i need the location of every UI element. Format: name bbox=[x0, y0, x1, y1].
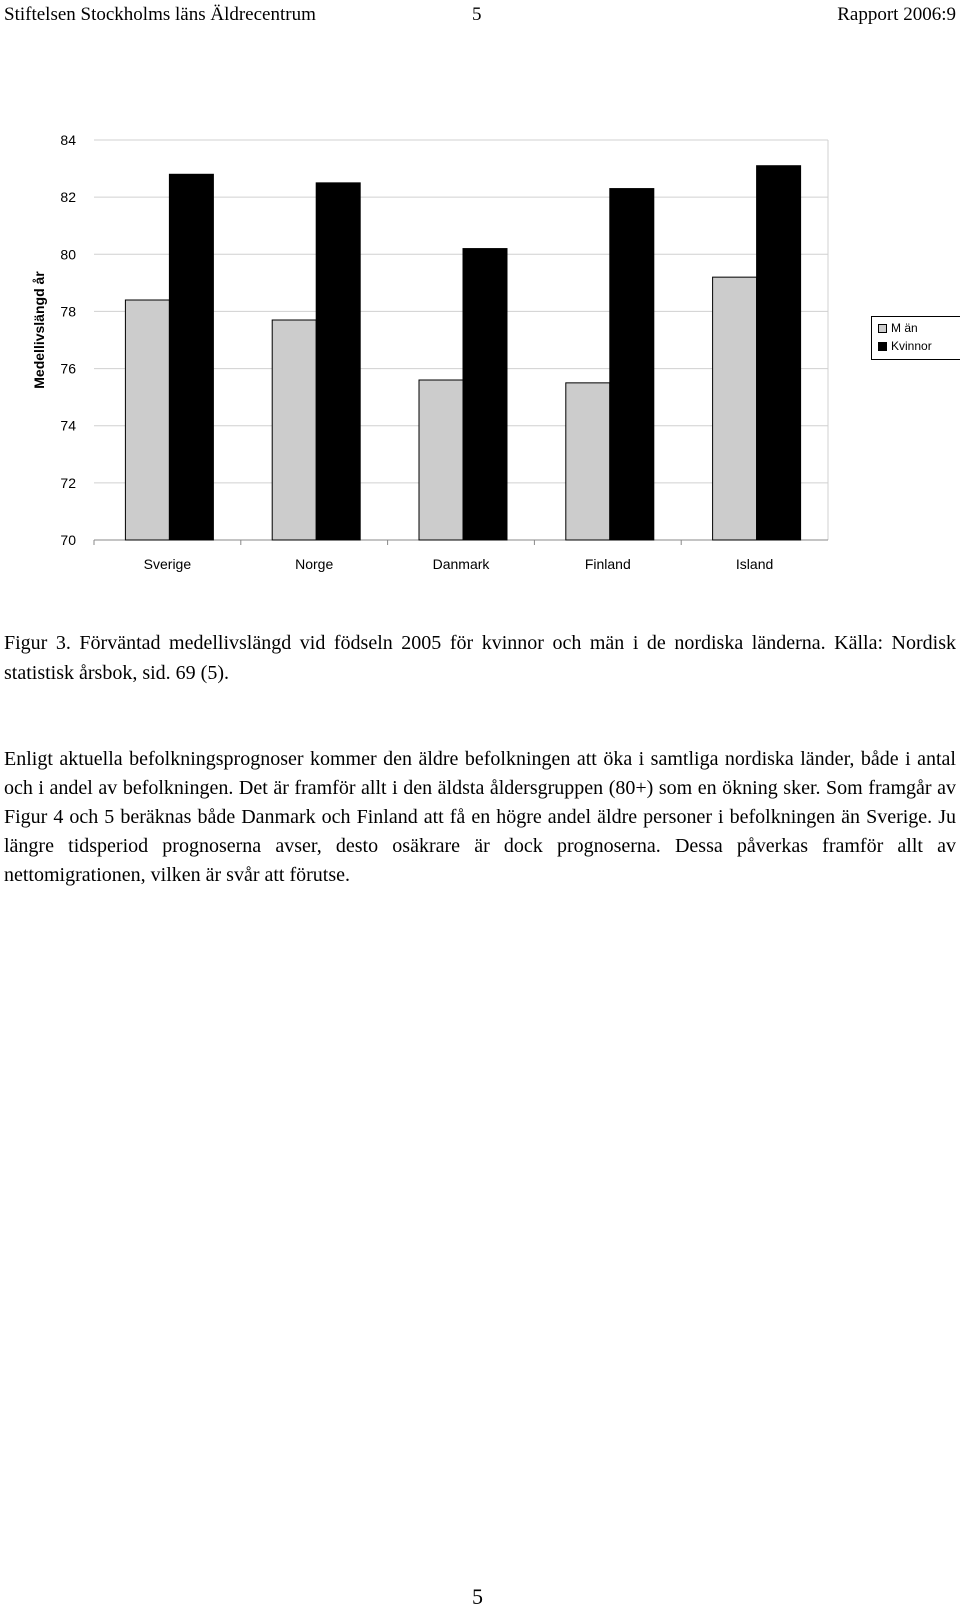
header-page-number: 5 bbox=[472, 4, 482, 25]
legend-swatch-men bbox=[878, 324, 887, 333]
header-organization: Stiftelsen Stockholms läns Äldrecentrum bbox=[4, 4, 316, 25]
x-tick-label: Danmark bbox=[432, 556, 490, 572]
legend-label-men: M än bbox=[891, 321, 918, 335]
y-tick-label: 80 bbox=[60, 246, 76, 263]
body-paragraph: Enligt aktuella befolkningsprognoser kommer den äldre befolkningen att öka i samtliga nordiska länder, både i antal och i andel av befolkningen. Det är framför allt i den äldsta åldersgruppen (80+) som en ökning sker. Som framgår av Figur 4 och 5 beräknas både Danmark och Finland att få en högre andel äldre personer i befolkningen än Sverige. Ju längre tidsperiod prognoserna avser, desto osäkrare är dock prognoserna. Dessa påverkas framför allt av nettomigrationen, vilken är svår att förutse. bbox=[4, 748, 956, 886]
figure-caption: Figur 3. Förväntad medellivslängd vid födseln 2005 för kvinnor och män i de nordiska länderna. Källa: Nordisk statistisk årsbok, sid. 69 (5). bbox=[4, 632, 956, 684]
chart-bars bbox=[125, 166, 800, 540]
y-tick-label: 70 bbox=[60, 532, 76, 548]
legend-label-women: Kvinnor bbox=[891, 339, 932, 353]
legend-item-men bbox=[878, 321, 960, 335]
y-tick-label: 82 bbox=[60, 189, 76, 206]
y-tick-label: 72 bbox=[60, 474, 76, 491]
bar-finland-men bbox=[566, 383, 610, 540]
bar-finland-women bbox=[610, 189, 654, 540]
life-expectancy-chart bbox=[0, 110, 960, 590]
y-tick-label: 78 bbox=[60, 303, 76, 320]
bar-island-women bbox=[757, 166, 801, 540]
y-tick-label: 84 bbox=[60, 132, 76, 148]
y-tick-label: 74 bbox=[60, 417, 76, 434]
x-tick-label: Norge bbox=[295, 556, 334, 572]
chart-legend bbox=[871, 316, 960, 360]
legend-swatch-women bbox=[878, 342, 887, 351]
chart-x-ticks bbox=[144, 556, 774, 572]
bar-danmark-women bbox=[463, 249, 507, 540]
x-tick-label: Island bbox=[735, 556, 774, 572]
x-tick-label: Finland bbox=[584, 556, 631, 572]
header-report-id: Rapport 2006:9 bbox=[837, 4, 956, 25]
bar-sverige-men bbox=[125, 300, 169, 540]
bar-sverige-women bbox=[169, 174, 213, 540]
bar-norge-men bbox=[272, 320, 316, 540]
x-tick-label: Sverige bbox=[143, 556, 192, 572]
bar-island-men bbox=[713, 277, 757, 540]
chart-y-axis-label: Medellivslängd år bbox=[31, 271, 47, 389]
chart-y-ticks bbox=[60, 132, 76, 548]
bar-norge-women bbox=[316, 183, 360, 540]
footer-page-number: 5 bbox=[472, 1584, 483, 1609]
legend-item-women bbox=[878, 339, 960, 353]
y-tick-label: 76 bbox=[60, 360, 76, 377]
bar-danmark-men bbox=[419, 380, 463, 540]
